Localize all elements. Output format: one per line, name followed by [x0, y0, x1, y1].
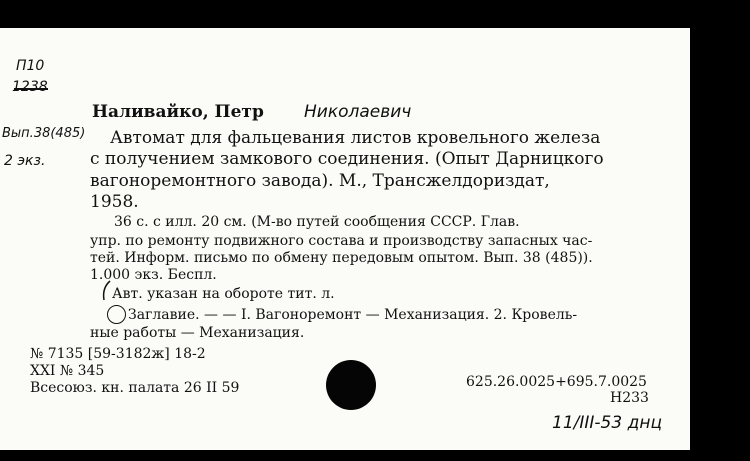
- author-patronymic: Николаевич: [304, 102, 412, 122]
- title-line-3: вагоноремонтного завода). М., Трансжелдориздат,: [90, 171, 550, 191]
- title-line-1: Автомат для фальцевания листов кровельного железа: [110, 128, 601, 148]
- holdings-issue: Вып.38(485): [2, 126, 86, 141]
- description-line-2: упр. по ремонту подвижного состава и производству запасных час-: [90, 233, 593, 249]
- handwritten-circle-mark: [107, 305, 126, 324]
- description-line-4: 1.000 экз. Беспл.: [90, 267, 217, 283]
- subjects-line-1: Заглавие. — — I. Вагоноремонт — Механизация. 2. Кровель-: [128, 307, 578, 323]
- handwritten-date: 11/III-53 днц: [552, 413, 663, 433]
- subjects-line-2: ные работы — Механизация.: [90, 325, 305, 341]
- title-line-2: с получением замкового соединения. (Опыт Дарницкого: [90, 149, 604, 169]
- call-number-line2: 1238: [12, 79, 48, 95]
- description-line-1: 36 с. с илл. 20 см. (М-во путей сообщения СССР. Глав.: [114, 214, 520, 230]
- cutter-number: Н233: [610, 390, 649, 406]
- description-line-3: тей. Информ. письмо по обмену передовым опытом. Вып. 38 (485)).: [90, 250, 593, 266]
- author-surname: Наливайко, Петр: [92, 102, 264, 122]
- series-number: XXI № 345: [30, 363, 105, 379]
- classification-index: 625.26.0025+695.7.0025: [466, 374, 647, 390]
- punch-hole: [326, 360, 376, 410]
- registration-number: № 7135 [59-3182ж] 18-2: [30, 346, 206, 362]
- call-number-line1: П10: [16, 58, 45, 74]
- author-note: Авт. указан на обороте тит. л.: [112, 286, 335, 302]
- title-line-4: 1958.: [90, 192, 139, 212]
- chamber-stamp: Всесоюз. кн. палата 26 II 59: [30, 380, 240, 396]
- holdings-copies: 2 экз.: [4, 153, 46, 169]
- handwritten-bracket-mark: [100, 280, 112, 302]
- catalog-card: [0, 28, 690, 450]
